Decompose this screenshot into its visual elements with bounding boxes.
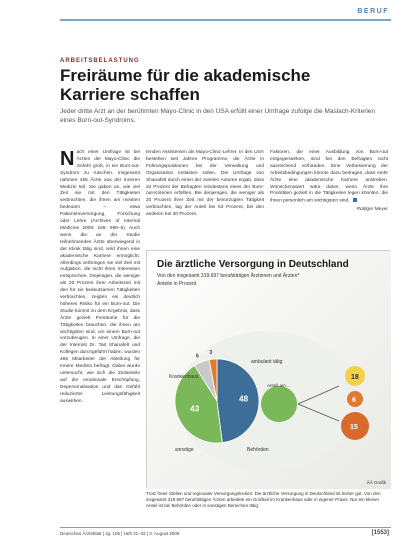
label-practice: ambulant tätig	[251, 359, 283, 365]
right-value-top: 18	[351, 374, 359, 381]
label-share: Anteil am ...	[267, 383, 291, 388]
infographic-title: Die ärztliche Versorgung in Deutschland	[157, 259, 349, 270]
footer-citation: Deutsches Ärzteblatt | Jg. 106 | Heft 31–32 | 3. August 2009	[60, 531, 180, 536]
infographic-unit: Anteile in Prozent	[157, 281, 197, 287]
pie-value-label: 3	[209, 350, 213, 357]
label-other: sonstige	[175, 447, 194, 453]
pie-value-label: 6	[195, 353, 199, 360]
figure-caption: Trotz freier Stellen und regionaler Versorgungslücken: Die ärztliche Versorgung in Deutschland ist bisher gut. Von den insgesamt 319.697 berufstätigen Ärzten arbeitete ein Großteil im Krankenhaus oder in eigener Praxis. Nur ein kleiner Anteil ist bei Behörden oder in sonstigen Bereichen tätig.	[146, 491, 381, 508]
right-value-mid: 6	[352, 397, 356, 404]
practice-bubble	[261, 386, 297, 422]
article-headline: Freiräume für die akademische Karriere schaffen	[60, 66, 311, 104]
end-mark-icon	[353, 198, 357, 202]
page-number: [1553]	[371, 530, 389, 536]
footer-rule	[60, 527, 391, 528]
column-3-text: Faktoren, die einer Ausbildung von Burn-out entgegenwirken, sind bei den Befragten nicht ausreichend vorhanden. Eine Verbesserung der Arbeitsbedingungen könnte dazu beitragen, dass mehr Ärzte eine akademische Karriere anstreben. Wünschenswert wäre daher, wenn Ärzte ihre Prioritäten gezielt in die Tätigkeiten legen könnten, die ihnen persönlich am wichtigsten sind.	[270, 150, 388, 204]
article-author: Rüdiger Meyer	[356, 206, 388, 212]
article-column-2	[146, 150, 264, 242]
article-subline: Jeder dritte Arzt an der berühmten Mayo-Clinic in den USA erfüllt einer Umfrage zufolge die Maslach-Kriterien eines Burn-out-Syndroms.	[60, 108, 376, 124]
label-hospital: Krankenhaus	[169, 374, 199, 380]
infographic-credit: ÄÄ Grafik	[366, 480, 386, 485]
pie-value-label: 43	[190, 404, 200, 414]
right-value-bot: 15	[350, 424, 358, 431]
column-2-text: tenden Assistenten als Mayo-Clinic-Lehrer. In den USA bestehen seit Jahren Programme, die Ärzte in Führungspositionen bei der Verwaltung und Organisation entlasten sollen. Die Umfrage von Shanafelt durch einen der zweiten Autoren ergab, dass 34 Prozent der Befragten mindestens eines der Burn-out-Kriterien erfüllten. Bei denjenigen, die weniger als 20 Prozent ihrer Zeit mit der bevorzugten Tätigkeit verbrachten, lag der Anteil bei 53 Prozent, bei den anderen bei 30 Prozent.	[146, 150, 264, 218]
header-rule	[60, 19, 391, 21]
pie-value-label: 48	[239, 394, 249, 404]
article-kicker: ARBEITSBELASTUNG	[60, 58, 140, 64]
label-authority: Behörden	[247, 447, 269, 453]
infographic	[146, 250, 390, 488]
column-1-text: ach einer Umfrage ist bei Ärzten der Mayo-Clinic die Gefahr groß, in ein Burn-out-Syndrom zu rutschen. Insgesamt nahmen 465 Ärzte aus der Inneren Medizin teil. Sie gaben an, wie viel Zeit sie mit den Tätigkeiten verbrachten, die ihnen am meisten bedeuten – etwa Patientenversorgung, Forschung oder Lehre (Archives of Internal Medicine 2009; 169: 990–5). Auch wenn die an der Studie teilnehmenden Ärzte überwiegend in der Klinik tätig sind, wird ihnen eine akademische Karriere ermöglicht. Allerdings verbringen sie viel Zeit mit Aufgaben, die nicht ihren Interessen entsprechen. Diejenigen, die weniger als 20 Prozent ihrer Arbeitszeit mit den für sie bedeutsamen Tätigkeiten verbrachten, zeigten ein deutlich höheres Risiko für ein Burn-out. Die Studie kommt zu dem Ergebnis, dass Ärzte gezielt Freiräume für die Tätigkeiten brauchen, die ihnen am wichtigsten sind, um einem Burn-out vorzubeugen. In einer Umfrage, die der Internist Dr. Tait Shanafelt und Kollegen durchgeführt haben, wurden 465 Mitarbeiter der Abteilung für Innere Medizin befragt. Dabei wurde untersucht, wie sich die Zeitanteile auf die emotionale Erschöpfung, Depersonalisation und das Gefühl reduzierter Leistungsfähigkeit auswirken.	[60, 150, 141, 404]
article-column-1	[60, 150, 140, 528]
article-column-3	[270, 150, 388, 250]
infographic-subtitle: Von den insgesamt 319.697 berufstätigen Ärztinnen und Ärzten*	[157, 273, 300, 279]
section-tag: BERUF	[357, 8, 389, 15]
dropcap: N	[60, 148, 75, 170]
